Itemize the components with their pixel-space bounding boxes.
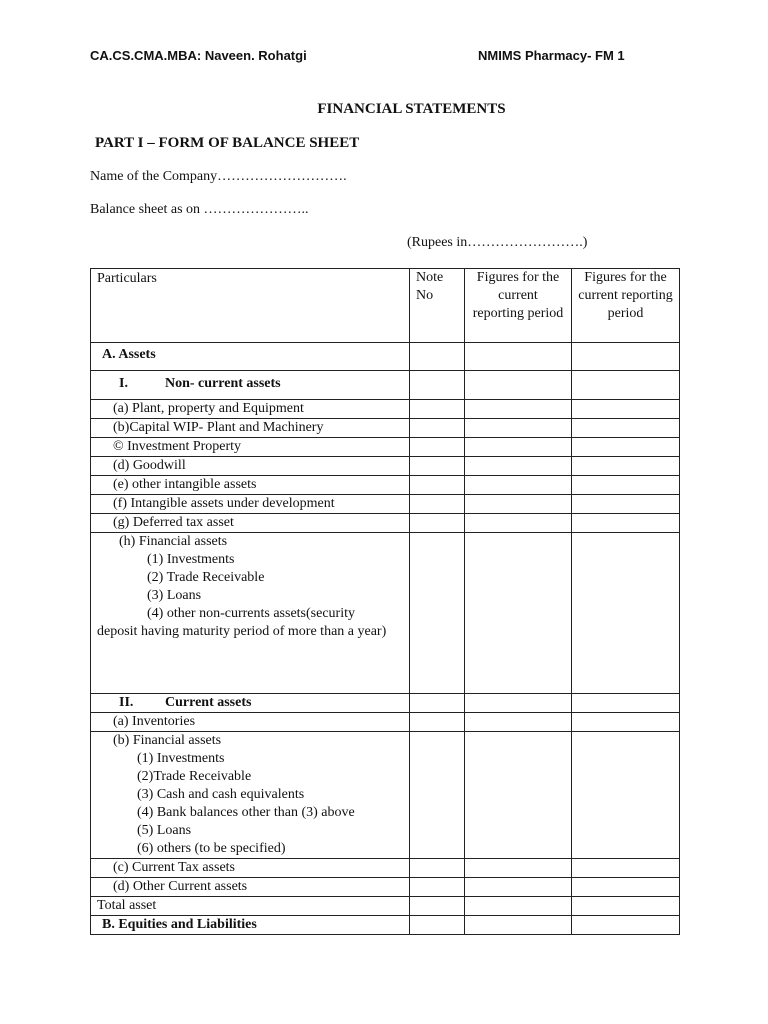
table-row: [91, 476, 680, 495]
empty-cell: [465, 476, 572, 495]
table-row: [91, 859, 680, 878]
empty-cell: [410, 897, 465, 916]
list-item: (3) Loans: [147, 588, 202, 603]
empty-cell: [572, 476, 680, 495]
note-header-line2: No: [416, 288, 434, 303]
list-item: (a) Plant, property and Equipment: [91, 400, 410, 419]
list-item: (2)Trade Receivable: [137, 769, 252, 784]
empty-cell: [465, 343, 572, 371]
empty-cell: [572, 713, 680, 732]
noncurrent-financial-assets: [91, 533, 410, 694]
empty-cell: [465, 457, 572, 476]
empty-cell: [572, 400, 680, 419]
list-item: (f) Intangible assets under development: [91, 495, 410, 514]
empty-cell: [465, 419, 572, 438]
empty-cell: [465, 400, 572, 419]
empty-cell: [465, 438, 572, 457]
total-asset-label: Total asset: [91, 897, 410, 916]
table-row: [91, 916, 680, 935]
list-item: (4) other non-currents assets(security: [147, 606, 355, 621]
empty-cell: [572, 343, 680, 371]
empty-cell: [572, 438, 680, 457]
table-header-row: [91, 269, 680, 343]
empty-cell: [572, 916, 680, 935]
empty-cell: [465, 916, 572, 935]
table-row: [91, 438, 680, 457]
list-item: (2) Trade Receivable: [147, 570, 265, 585]
list-item: (1) Investments: [137, 751, 225, 766]
empty-cell: [572, 732, 680, 859]
table-row: [91, 457, 680, 476]
empty-cell: [410, 878, 465, 897]
empty-cell: [410, 732, 465, 859]
empty-cell: [572, 694, 680, 713]
nc-financial-label: (h) Financial assets: [119, 534, 228, 549]
current-period-header: Figures for the current reporting period: [465, 269, 572, 343]
list-item: (1) Investments: [147, 552, 235, 567]
empty-cell: [410, 713, 465, 732]
c-financial-label: (b) Financial assets: [113, 733, 222, 748]
empty-cell: [465, 514, 572, 533]
list-item: (e) other intangible assets: [91, 476, 410, 495]
list-item: (a) Inventories: [91, 713, 410, 732]
empty-cell: [410, 533, 465, 694]
table-row: [91, 371, 680, 400]
table-row: [91, 713, 680, 732]
rupees-line: (Rupees in…………………….): [407, 235, 588, 250]
empty-cell: [465, 713, 572, 732]
list-item-continuation: deposit having maturity period of more than a year): [97, 624, 387, 639]
current-label: Current assets: [165, 695, 252, 710]
table-row: [91, 343, 680, 371]
table-row: [91, 419, 680, 438]
list-item: (3) Cash and cash equivalents: [137, 787, 305, 802]
header-author: CA.CS.CMA.MBA: Naveen. Rohatgi: [90, 48, 307, 63]
table-row: [91, 514, 680, 533]
empty-cell: [410, 514, 465, 533]
empty-cell: [410, 457, 465, 476]
previous-period-header: Figures for the current reporting period: [572, 269, 680, 343]
empty-cell: [572, 897, 680, 916]
table-row: [91, 400, 680, 419]
empty-cell: [465, 495, 572, 514]
note-header: [410, 269, 465, 343]
empty-cell: [465, 859, 572, 878]
list-item: (6) others (to be specified): [137, 841, 286, 856]
balance-sheet-table: [90, 268, 680, 935]
table-row: [91, 732, 680, 859]
empty-cell: [465, 371, 572, 400]
table-row: [91, 878, 680, 897]
equity-liabilities-heading: B. Equities and Liabilities: [91, 916, 410, 935]
empty-cell: [572, 878, 680, 897]
empty-cell: [572, 371, 680, 400]
empty-cell: [572, 457, 680, 476]
table-row: [91, 897, 680, 916]
particulars-header: Particulars: [91, 269, 410, 343]
empty-cell: [572, 533, 680, 694]
empty-cell: [410, 438, 465, 457]
empty-cell: [572, 514, 680, 533]
table-row: [91, 533, 680, 694]
empty-cell: [410, 916, 465, 935]
empty-cell: [410, 371, 465, 400]
empty-cell: [465, 533, 572, 694]
list-item: (d) Other Current assets: [91, 878, 410, 897]
list-item: (5) Loans: [137, 823, 192, 838]
noncurrent-label: Non- current assets: [165, 376, 281, 391]
part-heading: PART I – FORM OF BALANCE SHEET: [95, 135, 360, 151]
list-item: (b)Capital WIP- Plant and Machinery: [91, 419, 410, 438]
company-name-line: Name of the Company……………………….: [90, 169, 347, 184]
list-item: (4) Bank balances other than (3) above: [137, 805, 355, 820]
list-item: (g) Deferred tax asset: [91, 514, 410, 533]
note-header-line1: Note: [416, 270, 444, 285]
empty-cell: [572, 419, 680, 438]
balance-date-line: Balance sheet as on …………………..: [90, 202, 309, 217]
empty-cell: [410, 419, 465, 438]
empty-cell: [465, 694, 572, 713]
empty-cell: [572, 495, 680, 514]
empty-cell: [410, 400, 465, 419]
empty-cell: [410, 859, 465, 878]
document-title: FINANCIAL STATEMENTS: [317, 101, 506, 117]
empty-cell: [572, 859, 680, 878]
empty-cell: [410, 694, 465, 713]
list-item: (c) Current Tax assets: [91, 859, 410, 878]
list-item: (d) Goodwill: [91, 457, 410, 476]
empty-cell: [410, 476, 465, 495]
current-heading: [91, 694, 410, 713]
empty-cell: [465, 732, 572, 859]
header-course: NMIMS Pharmacy- FM 1: [478, 48, 625, 63]
current-roman: II.: [119, 695, 134, 710]
noncurrent-roman: I.: [119, 376, 128, 391]
table-row: [91, 495, 680, 514]
list-item: © Investment Property: [91, 438, 410, 457]
noncurrent-heading: [91, 371, 410, 400]
assets-heading: A. Assets: [91, 343, 410, 371]
table-row: [91, 694, 680, 713]
current-financial-assets: [91, 732, 410, 859]
empty-cell: [410, 495, 465, 514]
empty-cell: [410, 343, 465, 371]
empty-cell: [465, 897, 572, 916]
empty-cell: [465, 878, 572, 897]
